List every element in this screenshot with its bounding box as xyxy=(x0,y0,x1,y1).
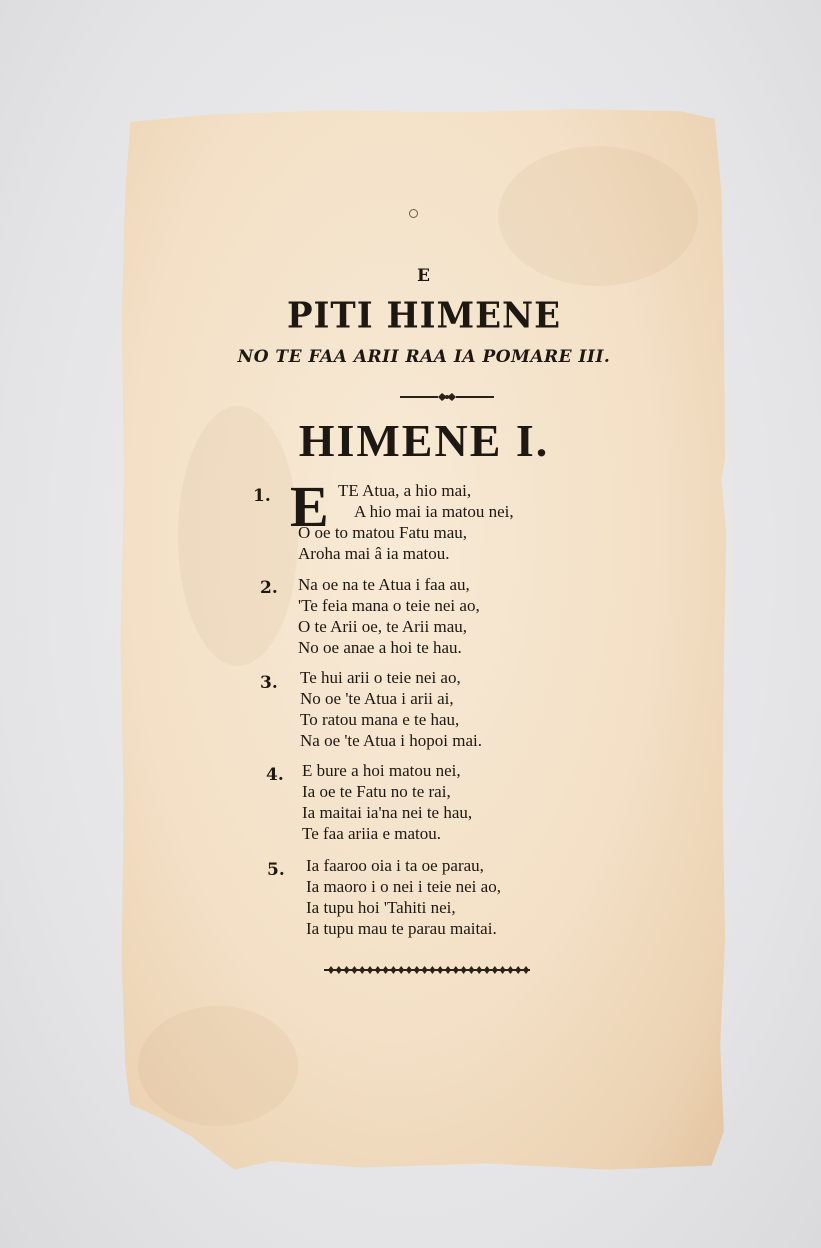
verse-line: Ia oe te Fatu no te rai, xyxy=(302,782,451,801)
drop-cap: E xyxy=(290,474,329,539)
hymn-title: HIMENE I. xyxy=(298,415,550,466)
ornament-bead xyxy=(523,966,529,974)
ornament-bead xyxy=(336,966,342,974)
ornament-bead xyxy=(468,966,474,974)
verse-line: Te faa ariia e matou. xyxy=(302,824,441,843)
ornament-bead xyxy=(476,966,482,974)
verse-number: 2. xyxy=(260,578,278,598)
verse-line: A hio mai ia matou nei, xyxy=(354,502,514,521)
verse-line: Ia maoro i o nei i teie nei ao, xyxy=(306,877,501,896)
paper-stain xyxy=(138,1006,298,1126)
verse-number: 4. xyxy=(266,765,284,785)
ornament-bead xyxy=(507,966,513,974)
verse-number: 1. xyxy=(253,486,271,506)
verse-line: No oe 'te Atua i arii ai, xyxy=(300,689,454,708)
verse-number: 5. xyxy=(267,860,285,880)
verse-line: Na oe na te Atua i faa au, xyxy=(298,575,470,594)
ornament-bead xyxy=(422,966,428,974)
page-subtitle: NO TE FAA ARII RAA IA POMARE III. xyxy=(237,347,611,367)
ornament-bead xyxy=(375,966,381,974)
ornament-bead xyxy=(414,966,420,974)
verse-line: Ia tupu hoi 'Tahiti nei, xyxy=(306,898,456,917)
verse-line: Te hui arii o teie nei ao, xyxy=(300,668,461,687)
ornament-bead xyxy=(484,966,490,974)
bottom-ornament-rule xyxy=(322,964,532,976)
verse-line: Aroha mai â ia matou. xyxy=(298,544,450,563)
ornament-bead xyxy=(351,966,357,974)
ornament-circle xyxy=(409,209,418,218)
verse-line: No oe anae a hoi te hau. xyxy=(298,638,462,657)
verse-line: E bure a hoi matou nei, xyxy=(302,761,461,780)
verse-line: Ia tupu mau te parau maitai. xyxy=(306,919,497,938)
ornament-bead xyxy=(429,966,435,974)
ornament-bead xyxy=(344,966,350,974)
ornament-bead xyxy=(500,966,506,974)
verse-line: Ia faaroo oia i ta oe parau, xyxy=(306,856,484,875)
ornament-bead xyxy=(445,966,451,974)
ornament-bead xyxy=(383,966,389,974)
page-title: PITI HIMENE xyxy=(286,295,562,337)
verse-line: Ia maitai ia'na nei te hau, xyxy=(302,803,473,822)
ornament-bead xyxy=(390,966,396,974)
ornament-bead xyxy=(367,966,373,974)
ornament-bead xyxy=(406,966,412,974)
paper-stain xyxy=(498,146,698,286)
verse-line: To ratou mana e te hau, xyxy=(300,710,460,729)
ornament-bead xyxy=(398,966,404,974)
verse-line: Na oe 'te Atua i hopoi mai. xyxy=(300,731,482,750)
verse-line: O oe to matou Fatu mau, xyxy=(298,523,468,542)
ornament-bead xyxy=(437,966,443,974)
verse-number: 3. xyxy=(260,673,278,693)
ornament-bead xyxy=(461,966,467,974)
heading-small: E xyxy=(417,266,431,286)
ornament-bead xyxy=(515,966,521,974)
ornament-bead xyxy=(359,966,365,974)
verse-line: TE Atua, a hio mai, xyxy=(338,481,472,500)
ornamental-rule xyxy=(398,392,496,402)
verse-line: 'Te feia mana o teie nei ao, xyxy=(298,596,480,615)
ornament-bead xyxy=(492,966,498,974)
verse-line: O te Arii oe, te Arii mau, xyxy=(298,617,468,636)
ornament-bead xyxy=(328,966,334,974)
ornament-bead xyxy=(453,966,459,974)
